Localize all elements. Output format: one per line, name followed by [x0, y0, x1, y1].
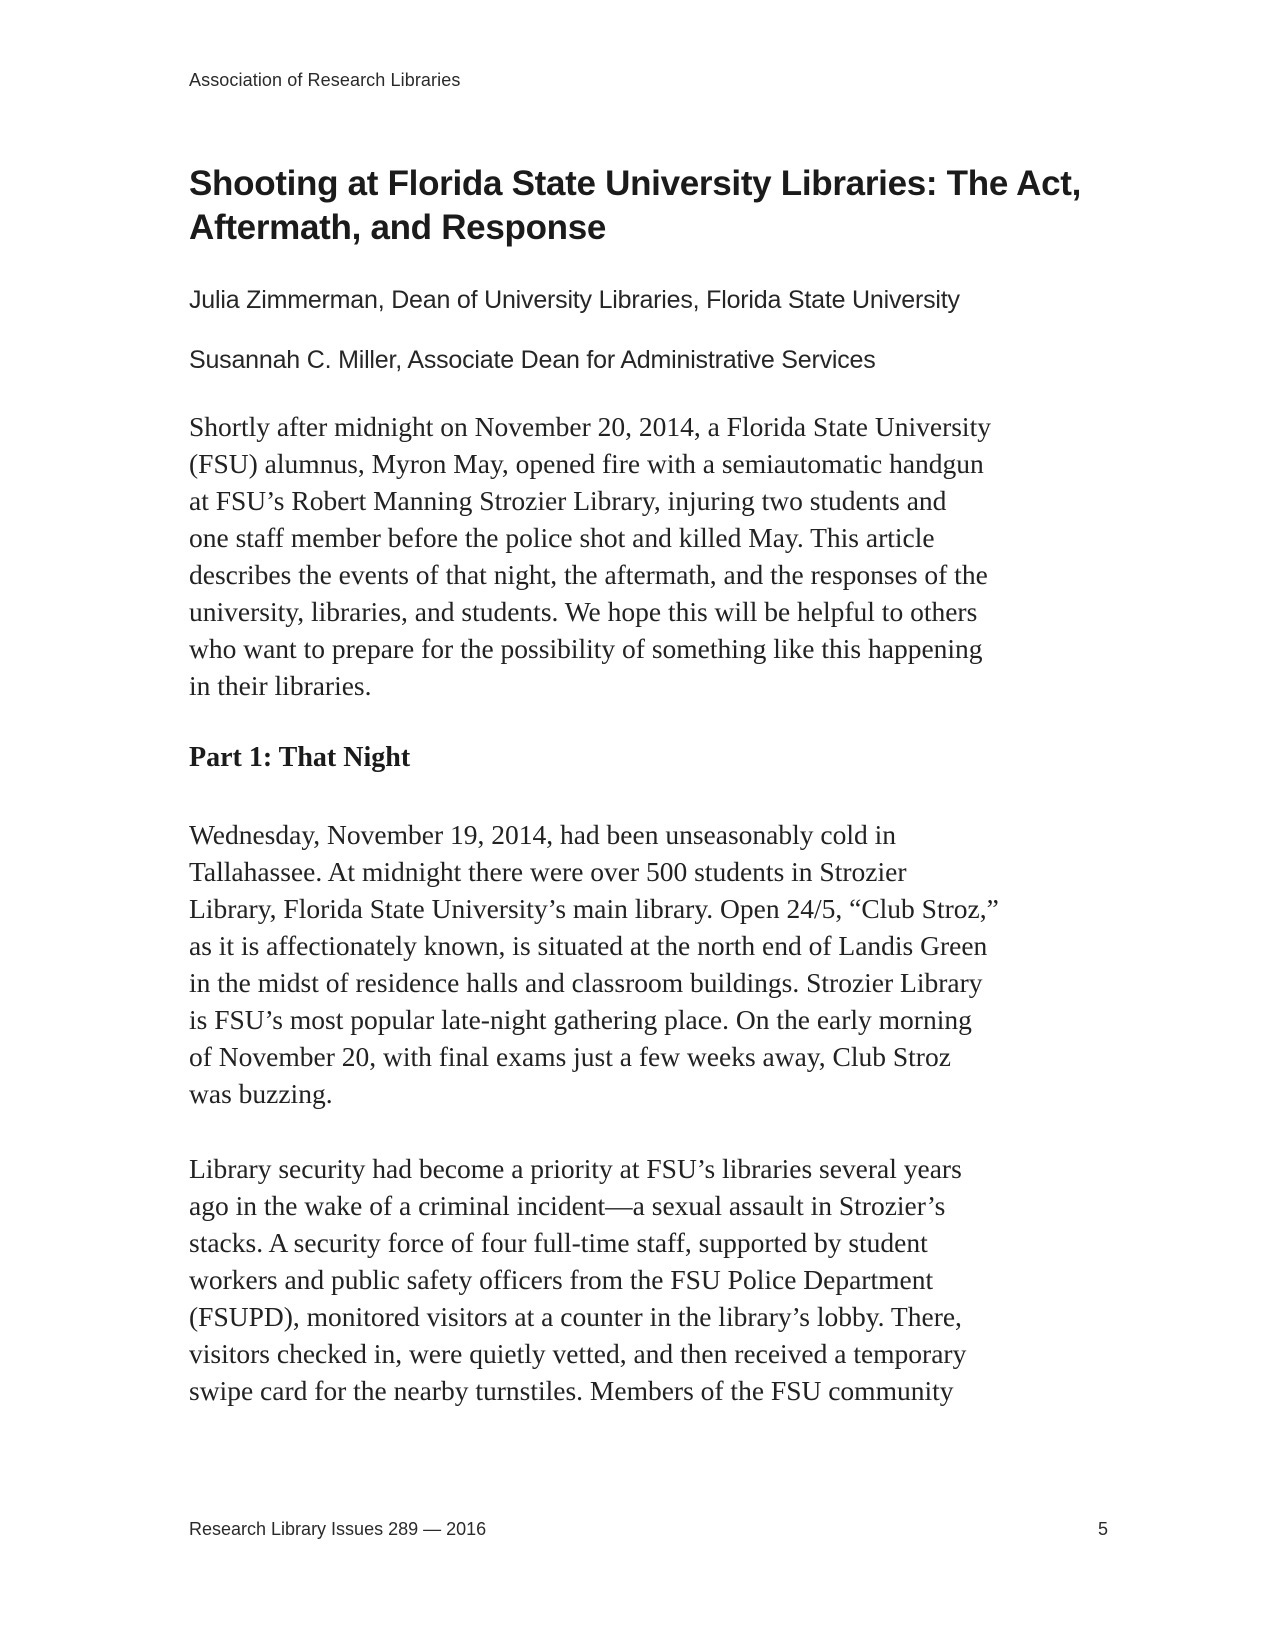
running-header: Association of Research Libraries	[189, 70, 461, 90]
text-line: workers and public safety officers from the FSU Police Department	[189, 1264, 934, 1295]
text-line: Wednesday, November 19, 2014, had been unseasonably cold in	[189, 819, 896, 850]
author-byline	[189, 346, 876, 375]
article-title	[189, 162, 1129, 250]
text-line: Library security had become a priority at FSU’s libraries several years	[189, 1153, 962, 1184]
title-line: Aftermath, and Response	[189, 208, 607, 247]
text-line: was buzzing.	[189, 1078, 333, 1109]
body-paragraph	[189, 1150, 1109, 1409]
section-heading: Part 1: That Night	[189, 742, 411, 773]
text-line: Shortly after midnight on November 20, 2014, a Florida State University	[189, 411, 991, 442]
text-line: at FSU’s Robert Manning Strozier Library, injuring two students and	[189, 485, 947, 516]
text-line: (FSUPD), monitored visitors at a counter in the library’s lobby. There,	[189, 1301, 962, 1332]
author-affiliation: , Dean of University Libraries, Florida State University	[377, 286, 960, 314]
text-line: describes the events of that night, the aftermath, and the responses of the	[189, 559, 988, 590]
text-line: visitors checked in, were quietly vetted, and then received a temporary	[189, 1338, 967, 1369]
text-line: Tallahassee. At midnight there were over 500 students in Strozier	[189, 856, 907, 887]
text-line: in the midst of residence halls and classroom buildings. Strozier Library	[189, 967, 983, 998]
text-line: as it is affectionately known, is situated at the north end of Landis Green	[189, 930, 988, 961]
title-line: Shooting at Florida State University Libraries: The Act,	[189, 164, 1082, 203]
author-byline	[189, 286, 960, 315]
page-number: 5	[1098, 1519, 1109, 1539]
text-line: who want to prepare for the possibility of something like this happening	[189, 633, 983, 664]
text-line: stacks. A security force of four full-time staff, supported by student	[189, 1227, 928, 1258]
text-line: swipe card for the nearby turnstiles. Members of the FSU community	[189, 1375, 954, 1406]
text-line: in their libraries.	[189, 670, 372, 701]
text-line: (FSU) alumnus, Myron May, opened fire with a semiautomatic handgun	[189, 448, 984, 479]
author-name: Julia Zimmerman	[189, 286, 378, 314]
footer-publication: Research Library Issues 289 — 2016	[189, 1519, 487, 1539]
text-line: one staff member before the police shot and killed May. This article	[189, 522, 935, 553]
text-line: ago in the wake of a criminal incident—a sexual assault in Strozier’s	[189, 1190, 946, 1221]
body-paragraph	[189, 816, 1109, 1112]
intro-paragraph	[189, 408, 1109, 704]
author-name: Susannah C. Miller	[189, 346, 396, 374]
text-line: Library, Florida State University’s main library. Open 24/5, “Club Stroz,”	[189, 893, 999, 924]
text-line: of November 20, with final exams just a few weeks away, Club Stroz	[189, 1041, 951, 1072]
author-affiliation: , Associate Dean for Administrative Services	[395, 346, 876, 374]
text-line: university, libraries, and students. We hope this will be helpful to others	[189, 596, 978, 627]
text-line: is FSU’s most popular late-night gathering place. On the early morning	[189, 1004, 972, 1035]
